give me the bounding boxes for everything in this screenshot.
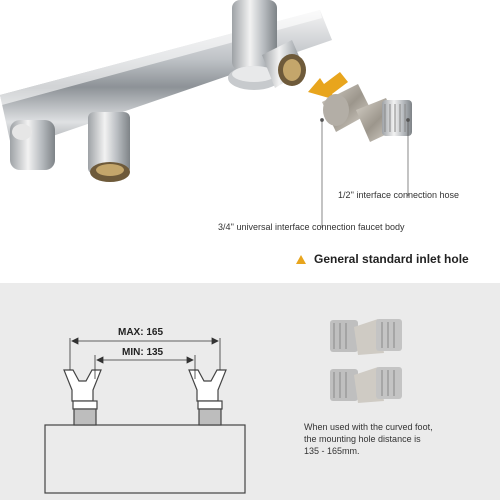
inlet-hole-heading-text: General standard inlet hole bbox=[314, 252, 469, 266]
faucet-body-label: 3/4'' universal interface connection faucet body bbox=[218, 222, 405, 232]
mounting-note-line1: When used with the curved foot, bbox=[304, 422, 433, 432]
curved-foot-photo-top bbox=[330, 319, 402, 355]
mounting-note bbox=[304, 421, 433, 457]
curved-foot-photo-bottom bbox=[330, 367, 402, 403]
triangle-icon bbox=[296, 255, 306, 264]
left-curved-foot-drawing bbox=[64, 370, 101, 425]
right-curved-foot-drawing bbox=[189, 370, 226, 425]
faucet-body-outline bbox=[45, 425, 245, 493]
faucet-left-inlet bbox=[88, 112, 130, 182]
inlet-hole-heading bbox=[296, 252, 469, 266]
dimension-diagram bbox=[0, 283, 500, 500]
dimension-diagram-area bbox=[0, 283, 500, 500]
min-dimension-line bbox=[95, 355, 195, 379]
max-dimension-label: MAX: 165 bbox=[118, 327, 164, 338]
mounting-note-line2: the mounting hole distance is bbox=[304, 434, 421, 444]
curved-foot-adapter-photo bbox=[322, 84, 412, 142]
min-dimension-label: MIN: 135 bbox=[122, 347, 164, 358]
hose-label: 1/2'' interface connection hose bbox=[338, 190, 460, 200]
shower-slider-bracket bbox=[10, 120, 55, 170]
mounting-note-line3: 135 - 165mm. bbox=[304, 446, 360, 456]
